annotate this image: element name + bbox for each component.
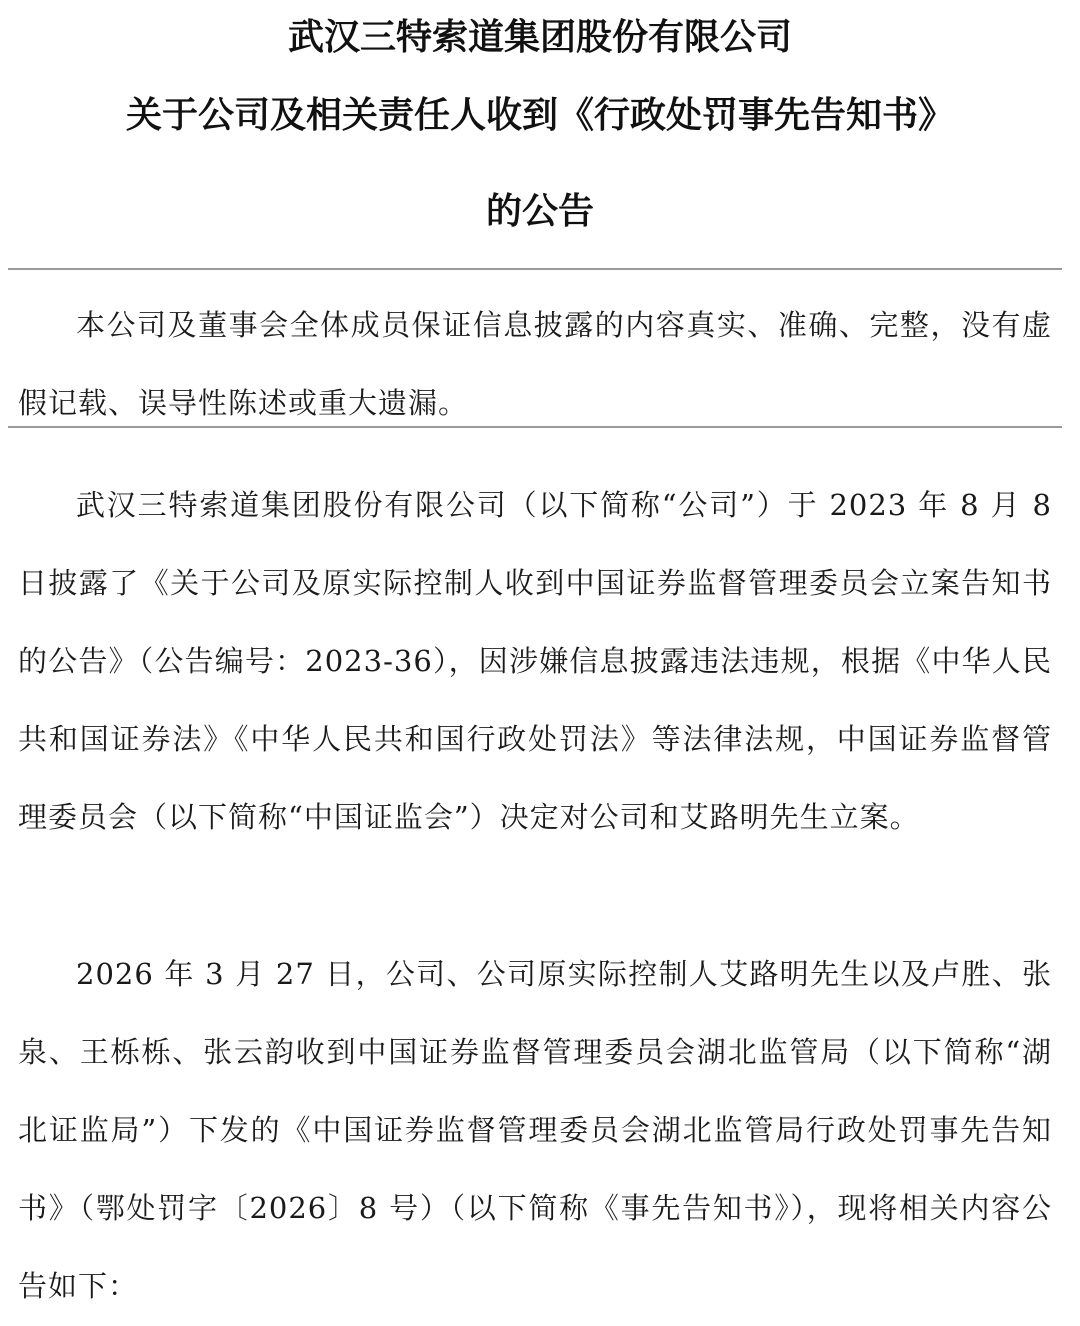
body-paragraph-1: 武汉三特索道集团股份有限公司（以下简称“公司”）于 2023 年 8 月 8 日披露了《关于公司及原实际控制人收到中国证券监督管理委员会立案告知书的公告》（公告编号：2023-36），因涉嫌信息披露违法违规，根据《中华人民共和国证券法》《中华人民共和国行政处罚法》等法律法规，中国证券监督管理委员会（以下简称“中国证监会”）决定对公司和艾路明先生立案。 xyxy=(18,488,1052,834)
announcement-title-company: 武汉三特索道集团股份有限公司 xyxy=(287,17,792,58)
divider-top xyxy=(8,268,1062,270)
divider-bottom xyxy=(8,426,1062,428)
announcement-title-suffix: 的公告 xyxy=(485,191,594,232)
announcement-title-subject: 关于公司及相关责任人收到《行政处罚事先告知书》 xyxy=(125,95,954,136)
body-paragraph-2: 2026 年 3 月 27 日，公司、公司原实际控制人艾路明先生以及卢胜、张泉、王栎栎、张云韵收到中国证券监督管理委员会湖北监管局（以下简称“湖北证监局”）下发的《中国证券监督管理委员会湖北监管局行政处罚事先告知书》（鄂处罚字〔2026〕8 号）（以下简称《事先告知书》），现将相关内容公告如下： xyxy=(18,957,1052,1303)
board-declaration: 本公司及董事会全体成员保证信息披露的内容真实、准确、完整，没有虚假记载、误导性陈述或重大遗漏。 xyxy=(18,308,1052,420)
